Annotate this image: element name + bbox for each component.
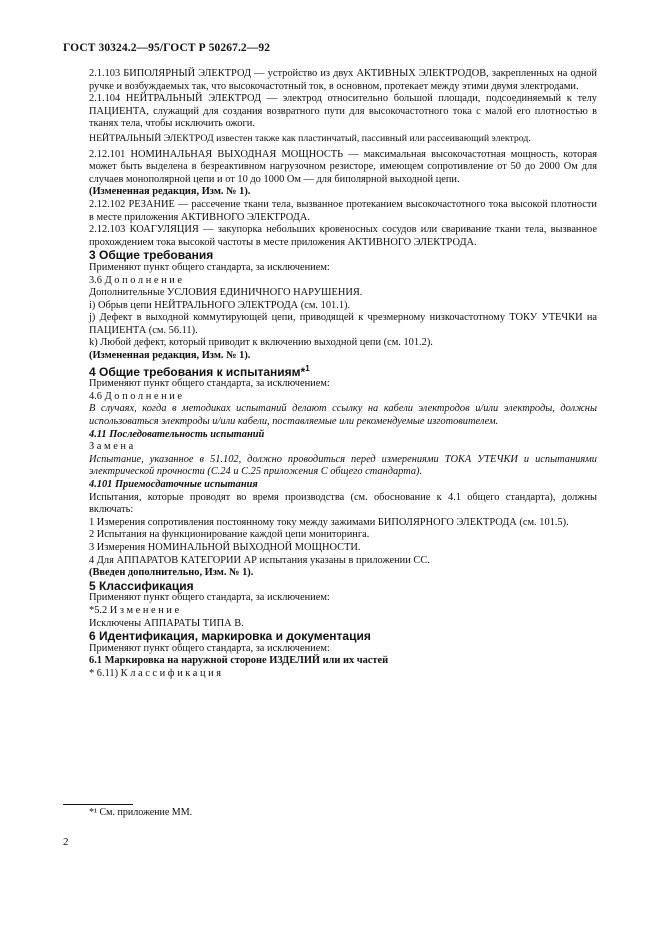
footnote-divider — [63, 804, 133, 805]
clause-type: Дополнение — [104, 274, 185, 286]
section-6-applies: Применяют пункт общего стандарта, за исключением: — [89, 642, 330, 654]
definition-note: НЕЙТРАЛЬНЫЙ ЭЛЕКТРОД известен также как пластинчатый, пассивный или рассеивающий электрод. — [89, 132, 531, 144]
definition-2-12-101: 2.12.101 НОМИНАЛЬНАЯ ВЫХОДНАЯ МОЩНОСТЬ — максимальная высокочастотная мощность, которая может быть выделена в безреактивном нагрузочном резисторе, имеющем сопротивление от 50 до 2000 Ом для случаев монополярной цепи и от 10 до 1000 Ом — для биполярной выходной цепи. — [89, 148, 597, 185]
clause-type: Изменение — [109, 604, 182, 616]
page-header: ГОСТ 30324.2—95/ГОСТ Р 50267.2—92 — [63, 42, 271, 54]
clause-type: Замена — [89, 441, 136, 453]
section-4-title: 4 Общие требования к испытаниям* — [89, 364, 306, 379]
section-3-6 — [89, 275, 597, 288]
section-6-heading: 6 Идентификация, маркировка и документация — [89, 629, 371, 644]
page-number: 2 — [63, 836, 69, 848]
amendment-note: (Измененная редакция, Изм. № 1). — [89, 350, 251, 362]
list-item: 1 Измерения сопротивления постоянному току между зажимами БИПОЛЯРНОГО ЭЛЕКТРОДА (см. 101.5). — [89, 516, 569, 528]
section-6-11 — [89, 668, 597, 681]
section-4-101-heading: 4.101 Приемосдаточные испытания — [89, 479, 258, 490]
section-4-11-text: Испытание, указанное в 51.102, должно проводиться перед измерениями ТОКА УТЕЧКИ и испытаниями электрической прочности (С.24 и С.25 приложения С общего стандарта). — [89, 453, 597, 478]
list-item: 4 Для АППАРАТОВ КАТЕГОРИИ АР испытания указаны в приложении СС. — [89, 554, 430, 566]
section-4-11-heading: 4.11 Последовательность испытаний — [89, 428, 265, 440]
clause-number: 4.6 — [89, 390, 102, 402]
amendment-note: (Введен дополнительно, Изм. № 1). — [89, 567, 254, 579]
section-5-applies: Применяют пункт общего стандарта, за исключением: — [89, 592, 330, 604]
section-4-6 — [89, 391, 597, 404]
footnote: *¹ См. приложение ММ. — [89, 807, 193, 818]
section-3-applies: Применяют пункт общего стандарта, за исключением: — [89, 261, 330, 273]
clause-type: Дополнение — [104, 390, 185, 402]
list-item: 2 Испытания на функционирование каждой цепи мониторинга. — [89, 529, 370, 541]
section-4-heading — [89, 363, 597, 379]
section-4-101-text: Испытания, которые проводят во время производства (см. обоснование к 4.1 общего стандарта), должны включать: — [89, 491, 597, 516]
section-5-line: Исключены АППАРАТЫ ТИПА В. — [89, 617, 244, 629]
section-3-item-j: j) Дефект в выходной коммутирующей цепи, приводящей к чрезмерному низкочастотному ТОКУ УТЕЧКИ на ПАЦИЕНТА (см. 56.11). — [89, 312, 597, 336]
main-content — [89, 68, 597, 681]
clause-type: Классификация — [120, 667, 224, 679]
definition-2-12-102: 2.12.102 РЕЗАНИЕ — рассечение ткани тела, вызванное протеканием высокочастотного тока высокой плотности в месте приложения АКТИВНОГО ЭЛЕКТРОДА. — [89, 198, 597, 223]
section-5-heading: 5 Классификация — [89, 578, 194, 593]
definition-2-1-103: 2.1.103 БИПОЛЯРНЫЙ ЭЛЕКТРОД — устройство из двух АКТИВНЫХ ЭЛЕКТРОДОВ, закрепленных на одной ручке и возбуждаемых так, что высокочастотный ток, в основном, протекает между этими двумя электродами. — [89, 68, 597, 92]
section-3-item-i: i) Обрыв цепи НЕЙТРАЛЬНОГО ЭЛЕКТРОДА (см. 101.1). — [89, 299, 351, 311]
footnote-marker: 1 — [305, 363, 310, 373]
definition-2-1-104: 2.1.104 НЕЙТРАЛЬНЫЙ ЭЛЕКТРОД — электрод относительно большой площади, подсоединяемый к телу ПАЦИЕНТА, служащий для создания возвратного пути для высокочастотного тока с малой его плотностью в тканях тела, чтобы исключить ожоги. — [89, 93, 597, 130]
section-3-line: Дополнительные УСЛОВИЯ ЕДИНИЧНОГО НАРУШЕНИЯ. — [89, 287, 363, 299]
clause-number: * 6.11) — [89, 667, 119, 679]
section-5-2 — [89, 605, 597, 618]
section-4-applies: Применяют пункт общего стандарта, за исключением: — [89, 378, 330, 390]
section-6-1-heading: 6.1 Маркировка на наружной стороне ИЗДЕЛИЙ или их частей — [89, 655, 389, 667]
clause-number: *5.2 — [89, 604, 108, 616]
definition-2-12-103: 2.12.103 КОАГУЛЯЦИЯ — закупорка небольших кровеносных сосудов или сваривание ткани тела, вызванное прохождением тока высокой частоты в месте приложения АКТИВНОГО ЭЛЕКТРОДА. — [89, 224, 597, 248]
list-item: 3 Измерения НОМИНАЛЬНОЙ ВЫХОДНОЙ МОЩНОСТИ. — [89, 541, 361, 553]
clause-number: 3.6 — [89, 274, 102, 286]
section-3-heading: 3 Общие требования — [89, 248, 214, 263]
section-4-6-text: В случаях, когда в методиках испытаний делают ссылку на кабели электродов и/или электроды, должны использоваться электроды и/или кабели, поставляемые или рекомендуемые изготовителем. — [89, 403, 597, 428]
amendment-note: (Измененная редакция, Изм. № 1). — [89, 186, 251, 198]
section-3-item-k: k) Любой дефект, который приводит к включению выходной цепи (см. 101.2). — [89, 337, 433, 349]
